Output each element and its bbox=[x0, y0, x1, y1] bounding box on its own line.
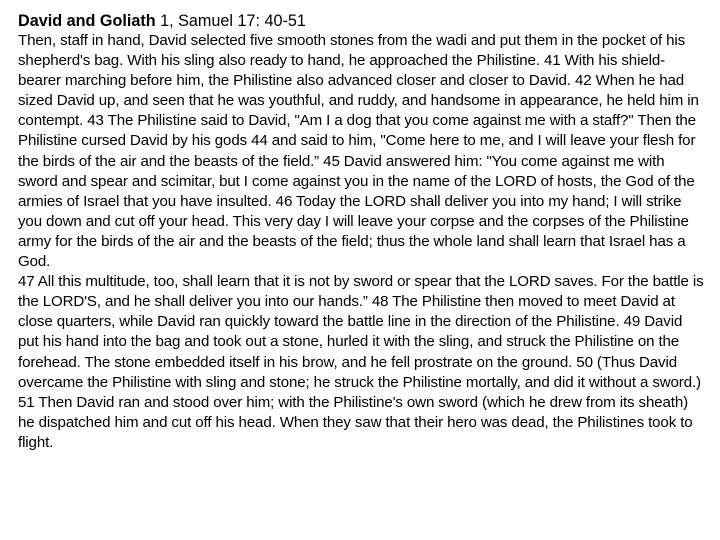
heading bbox=[18, 12, 706, 31]
scripture-reference: 1, Samuel 17: 40-51 bbox=[160, 12, 306, 30]
heading-title: David and Goliath bbox=[18, 12, 156, 30]
body-paragraph-1: Then, staff in hand, David selected five smooth stones from the wadi and put them in the pocket of his shepherd's bag. With his sling also ready to hand, he approached the Philistine. 41 With his shield-bearer marching before him, the Philistine also advanced closer and closer to David. 42 When he had sized David up, and seen that he was youthful, and ruddy, and handsome in appearance, he held him in contempt. 43 The Philistine said to David, "Am I a dog that you come against me with a staff?" Then the Philistine cursed David by his gods 44 and said to him, "Come here to me, and I will leave your flesh for the birds of the air and the beasts of the field.” 45 David answered him: "You come against me with sword and spear and scimitar, but I come against you in the name of the LORD of hosts, the God of the armies of Israel that you have insulted. 46 Today the LORD shall deliver you into my hand; I will strike you down and cut off your head. This very day I will leave your corpse and the corpses of the Philistine army for the birds of the air and the beasts of the field; thus the whole land shall learn that Israel has a God. bbox=[18, 32, 699, 271]
body-paragraph-2: 47 All this multitude, too, shall learn that it is not by sword or spear that the LORD saves. For the battle is the LORD'S, and he shall deliver you into our hands.” 48 The Philistine then moved to meet David at close quarters, while David ran quickly toward the battle line in the direction of the Philistine. 49 David put his hand into the bag and took out a stone, hurled it with the sling, and struck the Philistine on the forehead. The stone embedded itself in his brow, and he fell prostrate on the ground. 50 (Thus David overcame the Philistine with sling and stone; he struck the Philistine mortally, and did it without a sword.) 51 Then David ran and stood over him; with the Philistine's own sword (which he drew from its sheath) he dispatched him and cut off his head. When they saw that their hero was dead, the Philistines took to flight. bbox=[18, 273, 704, 451]
